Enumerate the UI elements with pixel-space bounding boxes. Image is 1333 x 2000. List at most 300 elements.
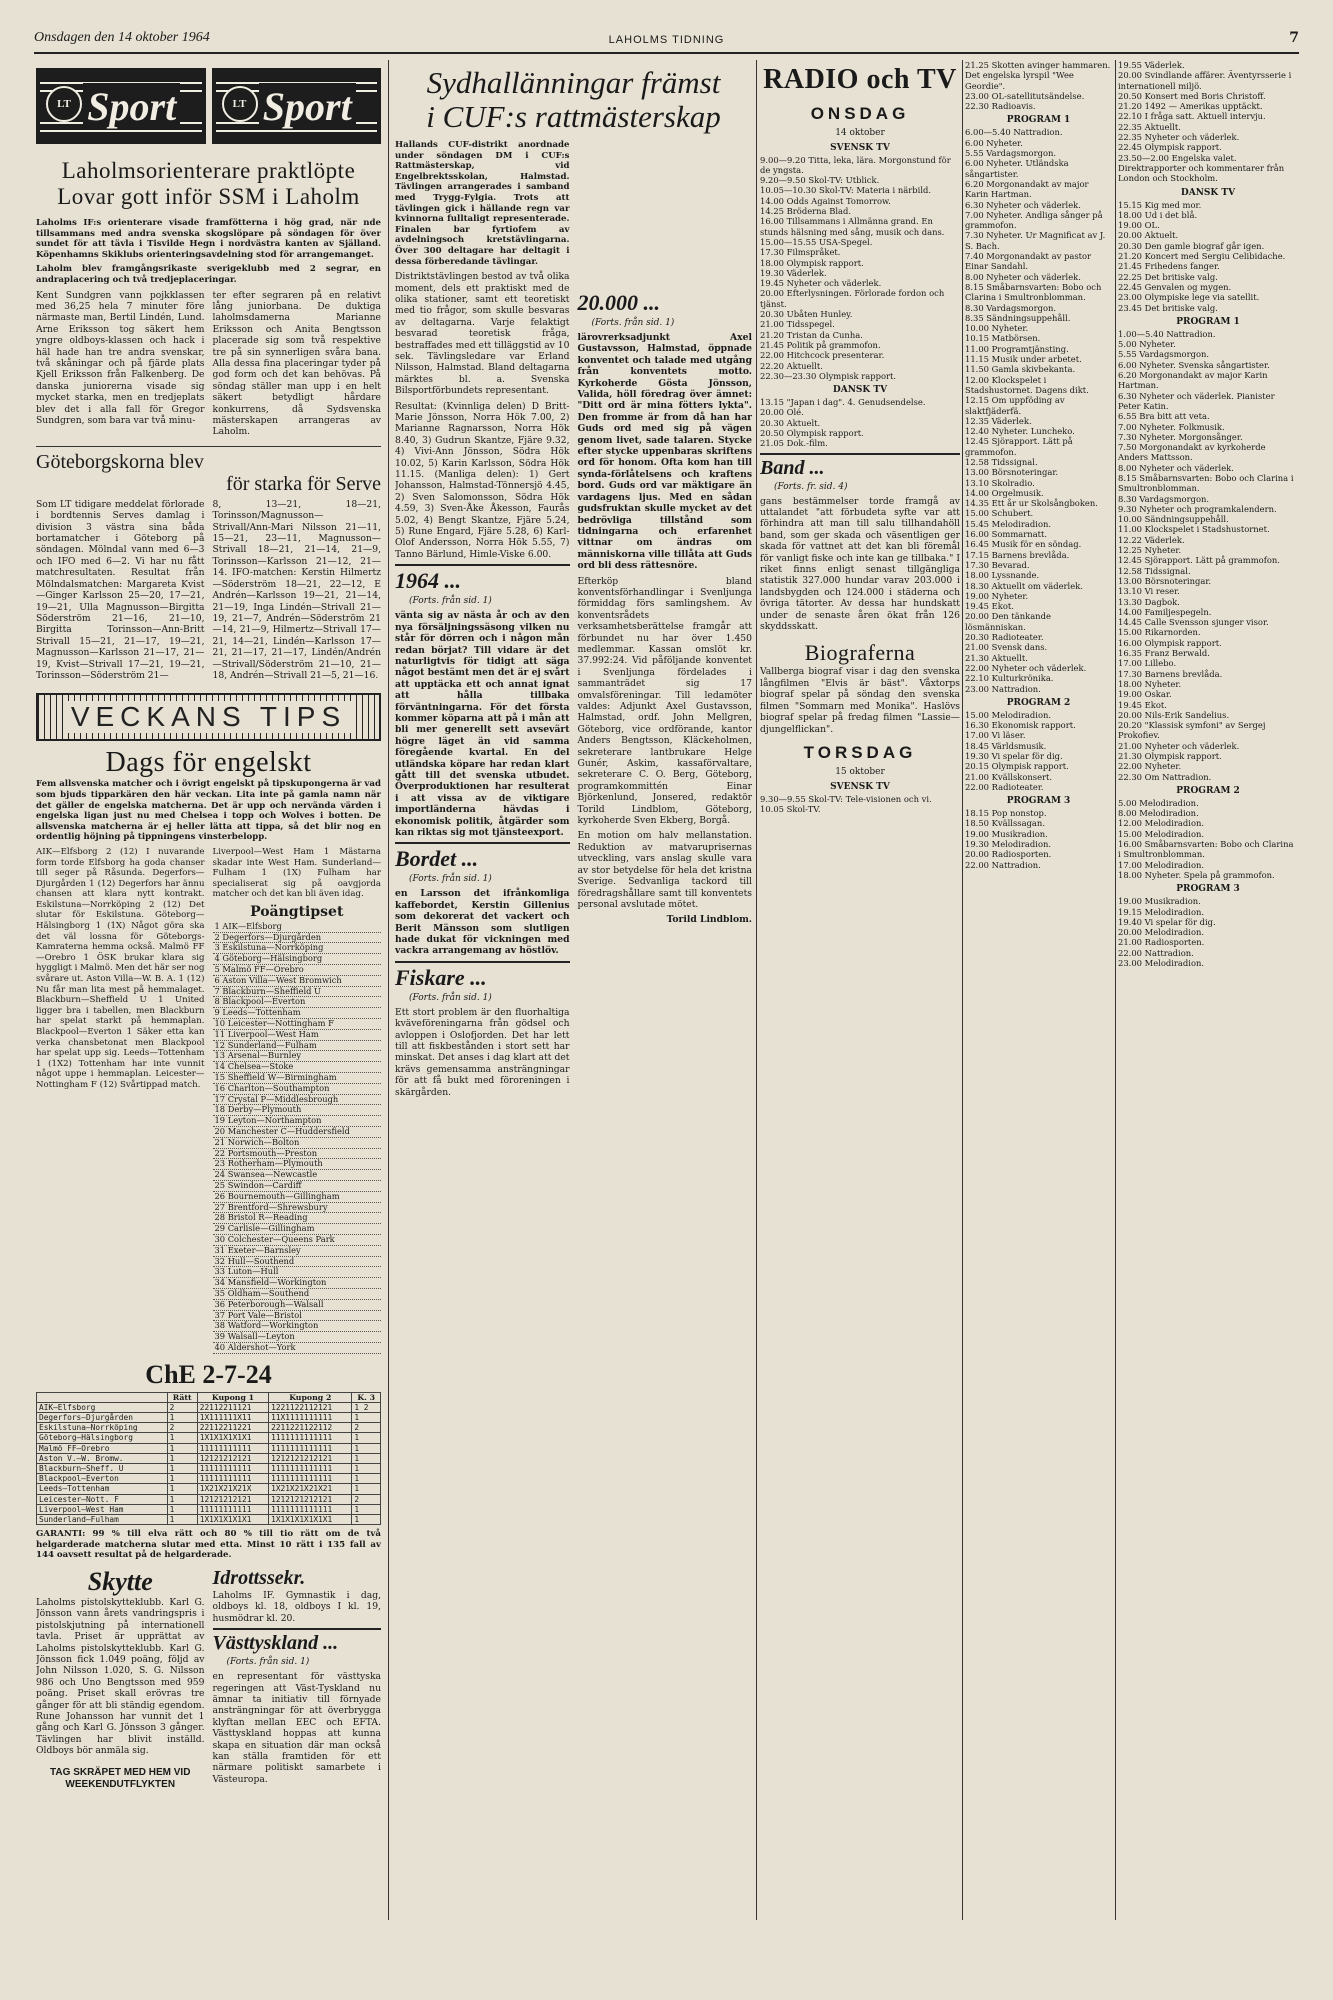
- program-item: 15.00—15.55 USA-Spegel.: [760, 236, 873, 247]
- program-item: 8.00 Nyheter och väderlek.: [1118, 462, 1234, 473]
- program-item: 13.10 Skolradio.: [965, 477, 1035, 488]
- program-item: 21.00 Radiosporten.: [1118, 937, 1205, 948]
- program-item: 22.00 Nyheter.: [1118, 761, 1182, 772]
- program-item: 22.10 Kulturkrönika.: [965, 673, 1054, 684]
- kupong-cell: 1111111111111: [269, 1443, 352, 1453]
- column-divider: [756, 60, 757, 1920]
- poang-row: [213, 1342, 382, 1353]
- kupong-cell: 11X1111111111: [269, 1412, 352, 1422]
- program-item: 21.45 Frihedens fanger.: [1118, 261, 1220, 272]
- program-item: 20.15 Olympisk rapport.: [965, 761, 1069, 772]
- poang-row: [213, 1008, 382, 1019]
- kupong-row: [37, 1412, 381, 1422]
- program-item: 12.35 Väderlek.: [965, 415, 1032, 426]
- program-item: 22.45 Olympisk rapport.: [1118, 142, 1222, 153]
- kupong-cell: 1111111111111: [269, 1463, 352, 1473]
- program-item: 10.05 Skol-TV.: [760, 803, 821, 814]
- poang-row: [213, 1234, 382, 1245]
- masthead: [34, 30, 1299, 52]
- bordtennis-body: Som LT tidigare meddelat förlorade i bordtennis Serves damlag i division 3 västra sina båda bortamatcher i Göteborg på söndagen. Mölndal vann med 6—3 och IFO med 6—2. Vi har nu fått matchresultaten. Resultat från Mölndalsmatchen: Margareta Kvist—Ginger Karlsson 25—20, 17—21, 19—21, Ulla Magnusson—Birgitta Söderström 21—16, 21—10, Birgitta Torinsson—Ann-Britt Strivall 15—21, 21—17, 19—21, Magnusson—Karlsson 21—17, 21—19, Kvist—Strivall 17—21, 19—21, Torinsson—Söderström 21— 8, 13—21, 18—21, Torinsson/Magnusson—Strivall/Ann-Mari Nilsson 21—11, 15—21, 23—11, Magnusson—Strivall 18—21, 21—14, 21—9, Torinsson—Karlsson 21—12, 21—14. IFO-matchen: Kerstin Hilmertz—Söderström 18—21, 22—12, E Andrén—Karlsson 19—21, 21—14, 21—19, Inga Lindén—Strivall 21—19, 21—7, Andrén—Söderström 21—14, 21—9, Hilmertz—Strivall 17—21, 14—21, Lindén—Karlsson 17—21, 21—17, 21—17, Lindén/Andrén—Strivall/Söderström 21—10, 21—18, Andrén—Strivall 21—5, 21—16.: [36, 498, 381, 681]
- byline: Torild Lindblom.: [666, 914, 752, 926]
- program-item: 22.00 Nyheter och väderlek.: [965, 662, 1087, 673]
- kupong-header: Kupong 1: [197, 1392, 268, 1402]
- program-item: 19.30 Väderlek.: [760, 267, 827, 278]
- program-item: 20.50 Olympisk rapport.: [760, 428, 864, 439]
- cuf-article: Hallands CUF-distrikt anordnade under söndagen DM i CUF:s Rattmästerskap, vid Engelbrektsskolan, Halmstad. Tävlingen arrangerades i samband med Trygg-Fylgia. Trots att tävlingen gick i hällande regn var kvinnorna fulltaligt representerade. Finalen bar fyrtiofem av avdelningsoch kretstävlingarna. Över 300 deltagare har deltagit i dessa förberedande tävlingar. Distriktstävlingen bestod av två olika moment, dels ett praktiskt med de olika stationer, samt ett teoretiskt med tio frågor, som skulle besvaras av deltagarna. Varje felaktigt besvarad teoretisk fråga, bestraffades med ett tilläggstid av 10 sek. Tävlingsledare var Erland Nilsson, Halmstad. Bland deltagarna märktes bl. a. Svenska Bilsportförbundets representant. Resultat: (Kvinnliga delen) D Britt-Marie Jönsson, Norra Hök 7.00, 2) Marianne Ragnarsson, Norra Hök 8.40, 3) Gudrun Skantze, Fjäre 9.32, 4) Vivi-Ann Jönsson, Södra Hök 10.02, 5) Karin Karlsson, Södra Hök 11.15. (Manliga delen): 1) Gert Johansson, Halmstad-Tönnersjö 4.45, 2) Sven Salomonsson, Södra Hök 4.59, 3) Sven-Åke Åkesson, Faurås 5.02, 4) Bengt Skantze, Fjäre 5.24, 5) Rune Engard, Fjäre 5.28, 6) Karl-Olof Andersson, Norra Hök 5.55, 7) Tanno Bärlund, Himle-Viske 6.00. 1964 ... (Forts. från sid. 1) vänta sig av nästa år och av den nya försäljningssäsong vilken nu står för dörren och i någon mån redan börjat? Till vidare är det naturligtvis för tidigt att säga något bestämt men det är ej svårt att upptäcka ett och annat ignat att hålla tillbaka förväntningarna. För det första kommer köparna att på i mån att bli mer generellt sett avsevärt högre läget än vid samma föregående kvartal. En del utländska köpare har redan klart gått till det svenska utbudet. Överproduktionen har resulterat i att vissa av de viktigare importländerna hävdas i ekonomisk politik, åtgärder som kan riktas sig mot tjänsteexport. Bordet ... (Forts. från sid. 1) en Larsson det ifrånkomliga kaffebordet, Kerstin Gillenius som dekorerat det vackert och Berit Mänsson som slutligen hade dukat för vickningen med vackra arrangemang av höstlöv. Fiskare ... (Forts. från sid. 1) Ett stort problem är den fluorhaltiga kväveföreningarna från gödsel och avloppen i Oslofjorden. Det har lett till att fiskbestånden i stort sett har minskat. Det anses i dag klart att det krävs gemensamma ansträngningar för att få bukt med föroreningen i skärgården. 20.000 ... (Forts. från sid. 1) lärovrerksadjunkt Axel Gustavsson, Halmstad, öppnade konventet och talade med utgång från konventets motto. Kyrkoherde Gösta Jönsson, Valida, höll föredrag över ämnet: "Ditt ord är mina fötters lykta". Den fromme är from då han har Guds ord med sig på vägen genom livet, sade talaren. Stycke efter stycke uppenbaras skriftens ord för honom. Ofta kom han till synda-förlåtelsens och kraftens bord. Guds ord var mäktigare än vardagens ljus. Med en sådan gudsfruktan skulle mycket av det bedrövliga tillstånd som tidningarna och erfarenhet vittnar om ändras om människorna ville tillåta att Guds ord bli dess rättesnöre. Efterköp bland konventsförhandlingar i Svenljunga förmiddag förs samlingshem. Av konventsrådets verksamhetsberättelse framgår att förbundet nu har över 1.450 medlemmar. Kassan omslöt kr. 37.992:24. Vid påföljande konventet i Svenljunga fördelades i sammanträdet sig 17 omvalsföreningar. Till ledamöter valdes: Adjunkt Axel Gustavsson, Halmstad, ordf. John Mellgren, Göteborg, vice ordförande, kantor Anders Bengtsson, Kläckeholmen, sekreterare lantbrukare Helge Gunér, Askim, kassaförvaltare, sekreterare C. O. Berg, Göteborg, programkommittén Einar Björkenlund, Jonsered, redaktör Torild Lindblom, Göteborg, kyrkoherde Sven Ekberg, Borgå. En motion om halv mellanstation. Reduktion av matvaruprisernas utveckling, vars anslag skulle vara av stor betydelse för hela det kristna Sverige. Sedvanliga tackord till föredragshållare samt till konventets personal avslutade mötet. Torild Lindblom.: [395, 140, 752, 1098]
- poang-row: [213, 932, 382, 943]
- bottom-sport: [36, 1567, 381, 1791]
- kupong-cell: Leeds—Tottenham: [37, 1484, 168, 1494]
- program-item: 5.00 Nyheter.: [1118, 339, 1176, 350]
- poang-row: [213, 954, 382, 965]
- lt-logo-icon: LT: [46, 86, 82, 122]
- program-item: 6.00—5.40 Nattradion.: [965, 127, 1063, 138]
- poang-row: [213, 1213, 382, 1224]
- kupong-header: [37, 1392, 168, 1402]
- program-item: 6.00 Nyheter. Utländska sångartister.: [965, 158, 1069, 179]
- poang-row: [213, 1170, 382, 1181]
- program-item: 19.55 Väderlek.: [1118, 60, 1185, 70]
- poang-row: [213, 1029, 382, 1040]
- poang-row: [213, 1116, 382, 1127]
- program-item: 10.05—10.30 Skol-TV: Materia i närbild.: [760, 185, 932, 196]
- program-item: 16.00 Sommarnatt.: [965, 529, 1048, 540]
- program-item: 6.20 Morgonandakt av major Karin Hartman.: [965, 178, 1089, 200]
- kupong-cell: 1: [167, 1504, 197, 1514]
- poang-row: [213, 922, 382, 932]
- poang-row: [213, 1191, 382, 1202]
- kupong-cell: 1212121212121: [269, 1453, 352, 1463]
- program-item: 8.35 Sändningsuppehåll.: [965, 312, 1071, 323]
- program-item: 20.20 "Klassisk symfoni" av Sergej Prokofiev.: [1118, 720, 1266, 741]
- radio-listing-onsdag: [965, 60, 1112, 1920]
- program-item: 20.00 Radiosporten.: [965, 849, 1052, 860]
- kupong-cell: 2: [167, 1402, 197, 1412]
- program-item: 11.50 Gamla skivbekanta.: [965, 364, 1076, 375]
- program-item: 11.15 Musik under arbetet.: [965, 354, 1082, 365]
- paper-name: LAHOLMS TIDNING: [608, 34, 725, 46]
- program-heading: PROGRAM 1: [1006, 115, 1071, 126]
- subheadline-bordtennis: för starka för Serve: [226, 472, 381, 495]
- program-item: 21.20 Tristan da Cunha.: [760, 329, 863, 340]
- kupong-cell: 1: [352, 1433, 381, 1443]
- program-item: 19.00 OL.: [1118, 220, 1160, 231]
- kupong-cell: 1221122112121: [269, 1402, 352, 1412]
- program-item: 19.45 Nyheter och väderlek.: [760, 278, 882, 289]
- program-item: 22.30 Om Nattradion.: [1118, 771, 1212, 782]
- kupong-row: [37, 1433, 381, 1443]
- program-item: 13.10 Vi reser.: [1118, 586, 1180, 597]
- kupong-cell: 1: [352, 1514, 381, 1524]
- poang-match: 3 Eskilstuna—Norrköping: [213, 943, 382, 954]
- headline-bordet: Bordet ...: [395, 846, 479, 872]
- kupong-cell: Sunderland—Fulham: [37, 1514, 168, 1524]
- kupong-header: Kupong 2: [269, 1392, 352, 1402]
- svensk-tv-heading: SVENSK TV: [830, 142, 890, 153]
- program-item: 8.30 Vardagsmorgon.: [965, 302, 1057, 313]
- kupong-row: [37, 1504, 381, 1514]
- kupong-cell: 1: [352, 1412, 381, 1422]
- program-item: 22.35 Nyheter och väderlek.: [1118, 132, 1240, 143]
- svensk-tv-list: [760, 155, 960, 382]
- program-item: 13.15 "Japan i dag". 4. Genudsendelse.: [760, 397, 926, 408]
- kupong-cell: 1212121212121: [269, 1494, 352, 1504]
- program-item: 19.30 Vi spelar för dig.: [965, 751, 1063, 761]
- program-item: 9.30 Nyheter och programkalendern.: [1118, 503, 1277, 514]
- program-item: 17.15 Barnens brevlåda.: [965, 549, 1070, 560]
- program-item: 16.30 Ekonomisk rapport.: [965, 720, 1076, 731]
- poang-row: [213, 1310, 382, 1321]
- kupong-cell: 1X21X21X21X21: [269, 1484, 352, 1494]
- kupong-cell: 1: [167, 1514, 197, 1524]
- lt-logo-icon: LT: [222, 86, 258, 122]
- program-item: 10.00 Nyheter.: [965, 323, 1029, 334]
- program-item: 12.58 Tidssignal.: [965, 456, 1038, 467]
- program-item: 8.15 Småbarnsvarten: Bobo och Clarina i Smultronblomman.: [1118, 472, 1294, 494]
- program-item: 6.30 Nyheter och väderlek.: [965, 199, 1081, 210]
- program-item: 17.00 Vi läser.: [965, 730, 1026, 741]
- program-item: 12.00 Klockspelet i Stadshustornet. Dagens dikt.: [965, 374, 1089, 395]
- poang-row: [213, 1202, 382, 1213]
- poang-row: [213, 1105, 382, 1116]
- program-item: 7.00 Nyheter. Andliga sånger på grammofon.: [965, 209, 1103, 231]
- poang-row: [213, 1040, 382, 1051]
- program-item: 19.00 Oskar.: [1118, 689, 1172, 700]
- kupong-row: [37, 1402, 381, 1412]
- program-item: 19.00 Musikradion.: [965, 828, 1048, 839]
- poang-row: [213, 975, 382, 986]
- program-item: 19.45 Ekot.: [1118, 699, 1167, 710]
- headline-fiskare: Fiskare ...: [395, 964, 487, 990]
- program-item: 17.30 Filmspråket.: [760, 247, 841, 258]
- date-torsdag: 15 oktober: [835, 766, 885, 777]
- poang-match: 7 Blackburn—Sheffield U: [213, 986, 382, 997]
- program-item: 17.30 Barnens brevlåda.: [1118, 668, 1223, 679]
- radio-tv-title: RADIO och TV: [763, 64, 957, 95]
- program-item: 5.55 Vardagsmorgon.: [1118, 349, 1210, 360]
- poang-match: 37 Port Vale—Bristol: [213, 1310, 382, 1321]
- program-item: 20.30 Den gamle biograf går igen.: [1118, 240, 1265, 251]
- kupong-row: [37, 1514, 381, 1524]
- program-item: 18.00 Nyheter.: [1118, 678, 1182, 689]
- poang-row: [213, 997, 382, 1008]
- kupong-cell: 1111111111111: [269, 1504, 352, 1514]
- program-item: 22.00 Nattradion.: [1118, 947, 1194, 958]
- poang-match: 14 Chelsea—Stoke: [213, 1062, 382, 1073]
- program-item: Det engelska lyrspil "Wee Geordie".: [965, 70, 1074, 91]
- program-item: 6.20 Morgonandakt av major Karin Hartman.: [1118, 370, 1268, 391]
- kupong-cell: 1: [167, 1443, 197, 1453]
- kupong-cell: AIK—Elfsborg: [37, 1402, 168, 1412]
- poang-row: [213, 1137, 382, 1148]
- program-item: 17.30 Bevarad.: [965, 559, 1030, 570]
- poang-row: [213, 1051, 382, 1062]
- program-heading: PROGRAM 3: [1006, 796, 1071, 807]
- poang-row: [213, 1181, 382, 1192]
- program-item: 18.30 Aktuellt om väderlek.: [965, 580, 1083, 591]
- column-divider: [1115, 60, 1116, 1920]
- kupong-header: Rätt: [167, 1392, 197, 1402]
- kupong-cell: 1: [167, 1433, 197, 1443]
- kupong-row: [37, 1494, 381, 1504]
- vasttyskland-body: en representant för västtyska regeringen att Väst-Tyskland nu ämnar ta initiativ till förnyade ansträngningar för att överbrygga klyftan mellan EEC och EFTA. Västtyskland hoppas att kunna skapa en situation där man också kan ställa framtiden för ett närmare politiskt samarbete i Västeuropa.: [212, 1671, 381, 1785]
- poangtipset-title: Poängtipset: [250, 903, 344, 920]
- program-item: 8.15 Småbarnsvarten: Bobo och Clarina i Smultronblomman.: [965, 281, 1102, 303]
- kupong-row: [37, 1443, 381, 1453]
- program-item: 20.00 Svindlande affärer. Äventyrsserie i internationell miljö.: [1118, 70, 1292, 91]
- program-item: 18.45 Världsmusik.: [965, 740, 1047, 751]
- program-item: 12.25 Nyheter.: [1118, 545, 1182, 556]
- poang-match: 9 Leeds—Tottenham: [213, 1008, 382, 1019]
- kupong-cell: 22112211121: [197, 1402, 268, 1412]
- program-item: 8.00 Nyheter och väderlek.: [965, 271, 1081, 282]
- kupong-cell: 11111111111: [197, 1463, 268, 1473]
- poang-match: 4 Göteborg—Hälsingborg: [213, 954, 382, 965]
- program-item: 18.00 Ud i det blå.: [1118, 209, 1198, 220]
- program-item: 12.40 Nyheter. Luncheko.: [965, 426, 1075, 437]
- vasttyskland-headline: Västtyskland ...: [212, 1632, 339, 1655]
- poang-match: 38 Watford—Workington: [213, 1321, 382, 1332]
- idrott-body: Laholms IF. Gymnastik i dag, oldboys kl. 18, oldboys I kl. 19, husmödrar kl. 20.: [212, 1589, 381, 1624]
- idrott-headline: Idrottssekr.: [212, 1566, 306, 1589]
- poang-row: [213, 1256, 382, 1267]
- program-item: 19.00 Nyheter.: [965, 590, 1029, 601]
- kupong-cell: 1 2: [352, 1402, 381, 1412]
- program-item: 22.00 Nattradion.: [965, 859, 1041, 870]
- kupong-cell: 1: [352, 1474, 381, 1484]
- poang-match: 35 Oldham—Southend: [213, 1288, 382, 1299]
- poang-row: [213, 1267, 382, 1278]
- program-item: 21.45 Politik på grammofon.: [760, 339, 881, 350]
- program-item: 22.45 Genvalen og mygen.: [1118, 281, 1232, 292]
- program-item: 19.15 Melodiradion.: [1118, 906, 1205, 917]
- poang-match: 6 Aston Villa—West Bromwich: [213, 975, 382, 986]
- kupong-cell: 2: [167, 1423, 197, 1433]
- program-item: 15.45 Melodiradion.: [965, 518, 1052, 529]
- poang-match: 1 AIK—Elfsborg: [213, 922, 382, 932]
- article-lead: Laholms IF:s orienterare visade framfötterna i hög grad, när nde tillsammans med andra svenska skogslöpare på söndagen för över sundet för att tävla i Tisvilde Hegn i nordvästra kanten av Själland. Köpenhamns Skiklubs orienteringsavdelning stod för arrangemanget.: [36, 218, 381, 260]
- poangtipset-table: [213, 922, 382, 1354]
- kupong-cell: 22112211221: [197, 1423, 268, 1433]
- kupong-cell: 1111111111111: [269, 1474, 352, 1484]
- kupong-row: [37, 1423, 381, 1433]
- program-item: 12.00 Melodiradion.: [1118, 818, 1205, 829]
- kupong-cell: 1X111111X11: [197, 1412, 268, 1422]
- kupong-cell: 1: [167, 1412, 197, 1422]
- program-item: 14.25 Bröderna Blad.: [760, 206, 852, 217]
- program-item: 18.50 Kvällssagan.: [965, 818, 1045, 829]
- program-item: 20.30 Aktuelt.: [760, 417, 821, 428]
- poang-row: [213, 1278, 382, 1289]
- kupong-cell: Eskilstuna—Norrköping: [37, 1423, 168, 1433]
- day-heading-onsdag: ONSDAG: [810, 104, 910, 123]
- program-item: 16.00 Tillsammans i Allmänna grand. En stunds hälsning med sång, musik och dans.: [760, 216, 945, 237]
- dansk-tv-heading: DANSK TV: [832, 385, 888, 396]
- program-item: 15.00 Melodiradion.: [1118, 828, 1205, 839]
- poang-match: 13 Arsenal—Burnley: [213, 1051, 382, 1062]
- kupong-cell: 1: [352, 1504, 381, 1514]
- program-item: 10.15 Matbörsen.: [965, 333, 1041, 344]
- sport-logo-left: LT Sport: [36, 68, 206, 144]
- page-number: 7: [1289, 30, 1299, 46]
- program-item: 15.00 Schubert.: [965, 508, 1034, 519]
- program-item: 12.58 Tidssignal.: [1118, 565, 1191, 576]
- kupong-cell: 1: [167, 1484, 197, 1494]
- kupong-cell: 1: [352, 1453, 381, 1463]
- program-item: 20.00 Nils-Erik Sandelius.: [1118, 709, 1230, 720]
- poang-match: 5 Malmö FF—Orebro: [213, 965, 382, 976]
- kupong-cell: Blackpool—Everton: [37, 1474, 168, 1484]
- program-item: 22.30—23.30 Olympisk rapport.: [760, 370, 897, 381]
- day-heading-torsdag: TORSDAG: [803, 742, 917, 762]
- kupong-cell: 1: [352, 1484, 381, 1494]
- program-item: 23.00 Melodiradion.: [1118, 958, 1205, 969]
- program-heading: PROGRAM 2: [1176, 785, 1240, 796]
- program-item: 22.10 I fråga satt. Aktuell intervju.: [1118, 111, 1266, 122]
- program-item: 14.00 Familjespegeln.: [1118, 606, 1212, 617]
- poang-match: 20 Manchester C—Huddersfield: [213, 1127, 382, 1138]
- kupong-cell: 1X21X21X21X: [197, 1484, 268, 1494]
- poang-match: 28 Bristol R—Reading: [213, 1213, 382, 1224]
- kupong-cell: 1: [167, 1463, 197, 1473]
- program-item: 12.45 Sjörapport. Lätt på grammofon.: [1118, 555, 1280, 566]
- program-item: 16.00 Småbarnsvarten: Bobo och Clarina i Smultronblomman.: [1118, 839, 1294, 860]
- poang-row: [213, 1245, 382, 1256]
- program-item: 21.00 Tidsspegel.: [760, 319, 835, 330]
- dansk-tv-list: [760, 397, 960, 448]
- kupong-row: [37, 1474, 381, 1484]
- program-item: 23.50—2.00 Engelska valet. Direktrapporter och kommentarer från London och Stockholm.: [1118, 152, 1285, 184]
- poang-match: 17 Crystal P—Middlesbrough: [213, 1094, 382, 1105]
- poang-match: 34 Mansfield—Workington: [213, 1278, 382, 1289]
- kupong-cell: Göteborg—Hälsingborg: [37, 1433, 168, 1443]
- kupong-cell: Degerfors—Djurgården: [37, 1412, 168, 1422]
- kupong-cell: 11111111111: [197, 1474, 268, 1484]
- program-heading: PROGRAM 1: [1176, 316, 1240, 327]
- program-item: 9.00—9.20 Titta, leka, lära. Morgonstund för de yngsta.: [760, 154, 951, 175]
- program-item: 20.50 Konsert med Boris Christoff.: [1118, 90, 1266, 101]
- poang-match: 22 Portsmouth—Preston: [213, 1148, 382, 1159]
- masthead-rule: [34, 52, 1299, 54]
- program-item: 19.30 Melodiradion.: [965, 839, 1052, 850]
- poang-match: 39 Walsall—Leyton: [213, 1332, 382, 1343]
- program-item: 23.45 Det britiske valg.: [1118, 302, 1218, 313]
- poang-match: 24 Swansea—Newcastle: [213, 1170, 382, 1181]
- kupong-cell: 2: [352, 1494, 381, 1504]
- kupong-cell: Leicester—Nott. F: [37, 1494, 168, 1504]
- kupong-cell: 11111111111: [197, 1504, 268, 1514]
- program-item: 23.00 OL-satellitutsändelse.: [965, 90, 1085, 101]
- radio-tv-section: RADIO och TV ONSDAG 14 oktober SVENSK TV 9.00—9.20 Titta, leka, lära. Morgonstund för de yngsta. 9.20—9.50 Skol-TV: Utblick. 10.05—10.30 Skol-TV: Materia i närbild. 14.00 Odds Against Tomorrow. 14.25 Bröderna Blad. 16.00 Tillsammans i Allmänna grand. En stunds hälsning med sång, musik och dans. 15.00—15.55 USA-Spegel. 17.30 Filmspråket. 18.00 Olympisk rapport. 19.30 Väderlek. 19.45 Nyheter och väderlek. 20.00 Efterlysningen. Förlorade fordon och tjänst. 20.30 Ubåten Hunley. 21.00 Tidsspegel. 21.20 Tristan da Cunha. 21.45 Politik på grammofon. 22.00 Hitchcock presenterar. 22.20 Aktuellt. 22.30—23.30 Olympisk rapport. DANSK TV 13.15 "Japan i dag". 4. Genudsendelse. 20.00 Olé. 20.30 Aktuelt. 20.50 Olympisk rapport. 21.05 Dok.-film. Band ... (Forts. fr. sid. 4) gans bestämmelser torde framgå av uttalandet "att förbudeta syfte var att förhindra att man till salu tillhandahöll band, som ger skada och väsentligen ger skada för vattnet att det kan bli föremål för vanligt fiske och inte kan ge tillbaka." I riket finns enligt senast tillgängliga statistik 327.000 hundar varav 203.000 i landsbygden och 124.000 i städerna och övriga tätorter. Av dessa har hundskatt under de senaste åren ökat från 126 skyddsskatt. Biograferna Vallberga biograf visar i dag den svenska långfilmen "Elvis är bäst". Våxtorps biograf spelar på söndag den svenska filmen "Sommarn med Monika". Haslövs biograf spelar på fredag filmen "Lassie—djungelflickan". TORSDAG 15 oktober SVENSK TV 9.30—9.55 Skol-TV: Tele-visionen och vi. 10.05 Skol-TV.: [760, 64, 960, 814]
- program-item: 21.20 1492 — Amerikas upptäckt.: [1118, 101, 1263, 112]
- poang-match: 8 Blackpool—Everton: [213, 997, 382, 1008]
- program-item: 6.30 Nyheter och väderlek. Pianister Peter Katin.: [1118, 390, 1275, 411]
- program-item: 17.00 Melodiradion.: [1118, 859, 1205, 870]
- kupong-cell: Blackburn—Sheff. U: [37, 1463, 168, 1473]
- kupong-cell: 1X1X1X1X1X1: [197, 1514, 268, 1524]
- program-item: 7.50 Morgonandakt av kyrkoherde Anders Mattsson.: [1118, 442, 1266, 463]
- poang-row: [213, 1299, 382, 1310]
- sport-logo-right: LT Sport: [212, 68, 382, 144]
- kupong-cell: Aston V.—W. Bromw.: [37, 1453, 168, 1463]
- program-item: 20.00 Efterlysningen. Förlorade fordon och tjänst.: [760, 288, 945, 309]
- poang-match: 11 Liverpool—West Ham: [213, 1029, 382, 1040]
- column-divider: [388, 60, 389, 1920]
- kupong-cell: 12121212121: [197, 1494, 268, 1504]
- poang-match: 10 Leicester—Nottingham F: [213, 1019, 382, 1030]
- news-section: [395, 60, 752, 1920]
- issue-date: Onsdagen den 14 oktober 1964: [34, 30, 210, 45]
- svensk-tv-list-thu: [760, 794, 960, 815]
- poang-match: 26 Bournemouth—Gillingham: [213, 1191, 382, 1202]
- headline-band: Band ...: [760, 456, 825, 479]
- program-item: 21.20 Koncert med Sergiu Celibidache.: [1118, 251, 1286, 262]
- program-item: 10.00 Sändningsuppehåll.: [1118, 514, 1229, 525]
- kupong-cell: 1X1X1X1X1X1: [197, 1433, 268, 1443]
- kupong-header: K. 3: [352, 1392, 381, 1402]
- poang-match: 25 Swindon—Cardiff: [213, 1181, 382, 1192]
- kupong-cell: 1: [167, 1494, 197, 1504]
- program-item: 20.30 Ubåten Hunley.: [760, 309, 853, 320]
- poang-row: [213, 1062, 382, 1073]
- program-item: 7.00 Nyheter. Folkmusik.: [1118, 421, 1225, 432]
- poang-row: [213, 1224, 382, 1235]
- program-item: 20.00 Melodiradion.: [1118, 927, 1205, 938]
- poang-match: 21 Norwich—Bolton: [213, 1137, 382, 1148]
- tips-body: AIK—Elfsborg 2 (12) I nuvarande form torde Elfsborg ha goda chanser till seger på Råsunda. Degerfors—Djurgården 1 (12) Degerfors har ännu chansen att klara nytt kontrakt. Eskilstuna—Norrköping 2 (12) Det slutar för Eskilstuna. Göteborg—Hälsingborg 1 (1X) Något göra ska det väl lossna för Göteborgs-Kamraterna hemma också. Malmö FF—Orebro 1 ÖSK brukar klara sig hyggligt i Malmö. Men det här ser nog svårare ut. Aston Villa—W. B. A. 1 (12) Nu får man lita mest på hemmalaget. Blackburn—Sheffield U 1 United ligger bra i tabellen, men Blackburn har spelat starkt på hemmaplan. Blackpool—Everton 1 Säker etta kan verka chansbetonat men Blackpool har spelat upp sig. Leeds—Tottenham 1 (1X2) Tottenham har inte vunnit något uppe i hemmaplan. Leicester—Nottingham F (12) Svårtippad match. Liverpool—West Ham 1 Mästarna skadar inte West Ham. Sunderland—Fulham 1 (1X) Fulham har specialiserat sig på oavgjorda matcher och det kan bli även idag. Poängtipset 1 AIK—Elfsborg 2 Degerfors—Djurgården 3 Eskilstuna—Norrköping 4 Göteborg—Hälsingborg 5 Malmö FF—Orebro 6 Aston Villa—West Bromwich 7 Blackburn—Sheffield U 8 Blackpool—Everton 9 Leeds—Tottenham 10 Leicester—Nottingham F 11 Liverpool—West Ham 12 Sunderland—Fulham 13 Arsenal—Burnley 14 Chelsea—Stoke 15 Sheffield W—Birmingham 16 Charlton—Southampton 17 Crystal P—Middlesbrough 18 Derby—Plymouth 19 Leyton—Northampton 20 Manchester C—Huddersfield 21 Norwich—Bolton 22 Portsmouth—Preston 23 Rotherham—Plymouth 24 Swansea—Newcastle 25 Swindon—Cardiff 26 Bournemouth—Gillingham 27 Brentford—Shrewsbury 28 Bristol R—Reading 29 Carlisle—Gillingham 30 Colchester—Queens Park 31 Exeter—Barnsley 32 Hull—Southend 33 Luton—Hull 34 Mansfield—Workington 35 Oldham—Southend 36 Peterborough—Walsall 37 Port Vale—Bristol 38 Watford—Workington 39 Walsall—Leyton 40 Aldershot—York: [36, 846, 381, 1352]
- continued-note: (Forts. från sid. 1): [226, 1657, 310, 1668]
- program-item: 16.45 Musik för en söndag.: [965, 539, 1082, 550]
- program-item: 16.00 Olympisk rapport.: [1118, 637, 1222, 648]
- program-item: 7.30 Nyheter. Morgonsånger.: [1118, 431, 1243, 442]
- poang-match: 33 Luton—Hull: [213, 1267, 382, 1278]
- program-item: 15.00 Rikarnorden.: [1118, 627, 1201, 638]
- poang-match: 27 Brentford—Shrewsbury: [213, 1202, 382, 1213]
- kupong-table: [36, 1392, 381, 1525]
- program-item: 6.00 Nyheter.: [965, 137, 1023, 148]
- program-item: 20.00 Aktuelt.: [1118, 230, 1179, 241]
- program-item: 14.00 Odds Against Tomorrow.: [760, 195, 891, 206]
- kupong-cell: 1111111111111: [269, 1433, 352, 1443]
- program-item: 6.55 Bra bitt att veta.: [1118, 411, 1210, 422]
- program-item: 19.45 Ekot.: [965, 601, 1014, 612]
- program-item: 19.00 Musikradion.: [1118, 896, 1201, 907]
- program-item: 7.40 Morgonandakt av pastor Einar Sandahl.: [965, 251, 1092, 272]
- poang-match: 23 Rotherham—Plymouth: [213, 1159, 382, 1170]
- poang-match: 31 Exeter—Barnsley: [213, 1245, 382, 1256]
- program-item: 19.40 Vi spelar för dig.: [1118, 916, 1216, 927]
- kupong-cell: 11111111111: [197, 1443, 268, 1453]
- poang-row: [213, 1019, 382, 1030]
- program-item: 6.00 Nyheter. Svenska sångartister.: [1118, 359, 1270, 370]
- program-item: 21.00 Nyheter och väderlek.: [1118, 740, 1240, 751]
- poang-match: 2 Degerfors—Djurgården: [213, 932, 382, 943]
- program-item: 22.00 Hitchcock presenterar.: [760, 350, 885, 361]
- kupong-cell: 12121212121: [197, 1453, 268, 1463]
- program-item: 8.30 Vardagsmorgon.: [1118, 493, 1210, 504]
- program-item: 22.20 Aktuellt.: [760, 360, 823, 371]
- program-heading: PROGRAM 2: [1006, 697, 1071, 708]
- program-item: 15.00 Melodiradion.: [965, 709, 1052, 720]
- che-system-title: ChE 2-7-24: [145, 1359, 272, 1389]
- program-item: 15.15 Kig med mor.: [1118, 199, 1202, 210]
- program-item: 9.20—9.50 Skol-TV: Utblick.: [760, 175, 880, 186]
- poang-row: [213, 1288, 382, 1299]
- garanti-text: GARANTI: 99 % till elva rätt och 80 % till tio rätt om de två helgarderade matcherna slutar med etta. Minst 10 rätt i 135 fall av 144 oavsett resultat på de helgarderade.: [36, 1529, 381, 1561]
- poang-row: [213, 1148, 382, 1159]
- kupong-row: [37, 1484, 381, 1494]
- program-item: 7.30 Nyheter. Ur Magnificat av J. S. Bach.: [965, 230, 1106, 251]
